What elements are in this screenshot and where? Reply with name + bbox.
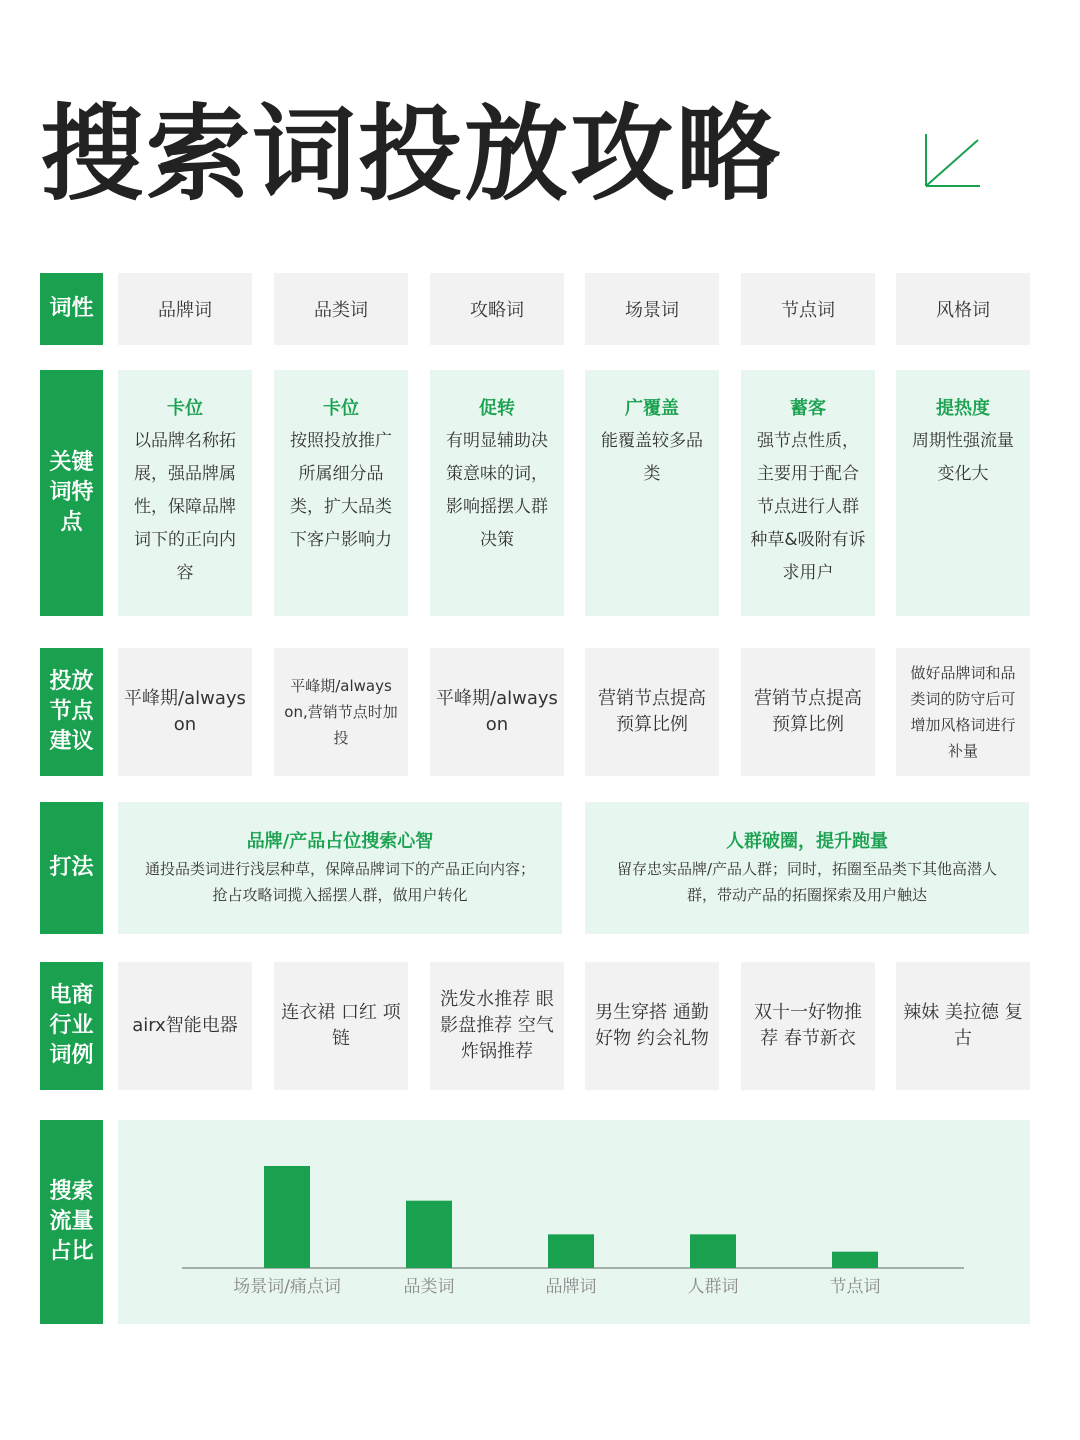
example-cell: 辣妹 美拉德 复古	[896, 962, 1030, 1090]
word-type-cell: 节点词	[741, 273, 875, 345]
traffic-chart-panel	[118, 1120, 1030, 1324]
word-type-cell: 风格词	[896, 273, 1030, 345]
example-cell: 连衣裙 口红 项链	[274, 962, 408, 1090]
timing-cell: 平峰期/always on,营销节点时加投	[274, 648, 408, 776]
feature-body: 强节点性质，主要用于配合节点进行人群种草&吸附有诉求用户	[750, 431, 866, 583]
feature-cell	[896, 370, 1030, 616]
feature-title: 促转	[479, 398, 515, 419]
row-label-word-type: 词性	[40, 273, 103, 345]
word-type-cell: 品类词	[274, 273, 408, 345]
timing-cell: 平峰期/always on	[430, 648, 564, 776]
x-tick-label: 场景词/痛点词	[233, 1277, 341, 1297]
example-cell: 男生穿搭 通勤好物 约会礼物	[585, 962, 719, 1090]
bar	[690, 1234, 736, 1268]
bar	[264, 1166, 310, 1268]
word-type-cell: 品牌词	[118, 273, 252, 345]
feature-body: 周期性强流量变化大	[912, 431, 1014, 484]
example-cell: 洗发水推荐 眼影盘推荐 空气炸锅推荐	[430, 962, 564, 1090]
feature-title: 广覆盖	[625, 398, 679, 419]
row-label-timing: 投放节点建议	[40, 648, 103, 776]
feature-cell	[118, 370, 252, 616]
feature-title: 蓄客	[790, 398, 826, 419]
feature-cell	[741, 370, 875, 616]
feature-cell	[430, 370, 564, 616]
feature-body: 能覆盖较多品类	[601, 431, 703, 484]
strategy-title: 品牌/产品占位搜索心智	[246, 831, 434, 852]
word-type-cell: 场景词	[585, 273, 719, 345]
feature-title: 提热度	[936, 398, 990, 419]
strategy-title: 人群破圈，提升跑量	[726, 831, 888, 852]
strategy-cell	[118, 802, 562, 934]
row-label-features: 关键词特点	[40, 370, 103, 616]
feature-cell	[585, 370, 719, 616]
word-type-cell: 攻略词	[430, 273, 564, 345]
page-title: 搜索词投放攻略	[40, 93, 783, 215]
x-tick-label: 人群词	[687, 1277, 739, 1297]
strategy-body: 留存忠实品牌/产品人群；同时，拓圈至品类下其他高潜人群，带动产品的拓圈探索及用户触达	[616, 860, 998, 904]
row-label-traffic: 搜索流量占比	[40, 1120, 103, 1324]
feature-body: 按照投放推广所属细分品类，扩大品类下客户影响力	[290, 431, 392, 550]
timing-cell: 平峰期/always on	[118, 648, 252, 776]
feature-body: 有明显辅助决策意味的词，影响摇摆人群决策	[446, 431, 548, 550]
timing-cell: 做好品牌词和品类词的防守后可增加风格词进行补量	[896, 648, 1030, 776]
strategy-cell	[585, 802, 1029, 934]
timing-cell: 营销节点提高预算比例	[741, 648, 875, 776]
x-tick-label: 品牌词	[545, 1277, 597, 1297]
bar	[548, 1234, 594, 1268]
timing-cell: 营销节点提高预算比例	[585, 648, 719, 776]
example-cell: 双十一好物推荐 春节新衣	[741, 962, 875, 1090]
row-label-examples: 电商行业词例	[40, 962, 103, 1090]
x-tick-label: 品类词	[403, 1277, 455, 1297]
strategy-body: 通投品类词进行浅层种草，保障品牌词下的产品正向内容；抢占攻略词揽入摇摆人群，做用户转化	[144, 860, 535, 904]
x-tick-label: 节点词	[829, 1277, 881, 1297]
bar	[406, 1201, 452, 1268]
traffic-bar-chart	[118, 1120, 1030, 1324]
feature-cell	[274, 370, 408, 616]
feature-body: 以品牌名称拓展，强品牌属性，保障品牌词下的正向内容	[134, 431, 236, 583]
feature-title: 卡位	[323, 398, 359, 419]
example-cell: airx智能电器	[118, 962, 252, 1090]
feature-title: 卡位	[167, 398, 203, 419]
arrow-down-left-icon	[920, 132, 980, 192]
row-label-strategy: 打法	[40, 802, 103, 934]
bar	[832, 1252, 878, 1268]
